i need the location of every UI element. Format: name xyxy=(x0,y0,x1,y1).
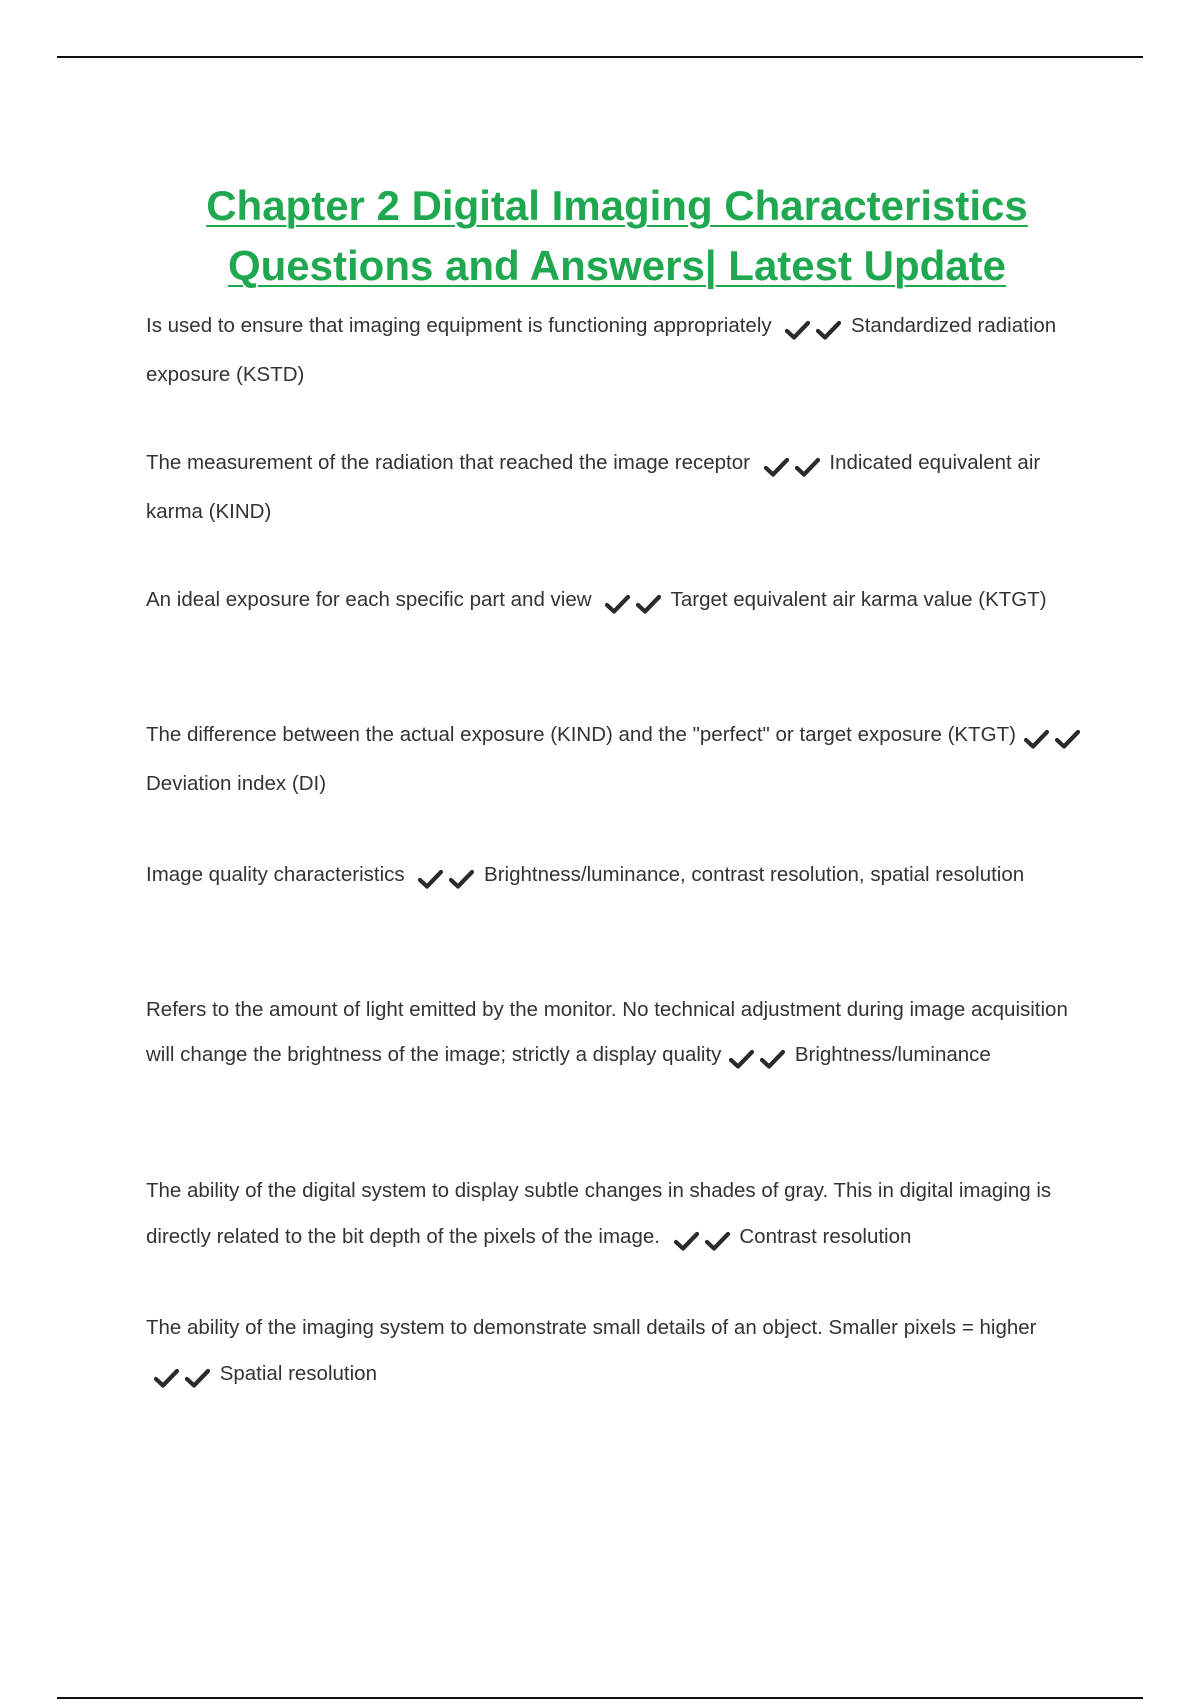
question-text: Refers to the amount of light emitted by the monitor. No technical adjustment during image acquisition will change the brightness of the image; strictly a display quality xyxy=(146,998,1068,1066)
qa-item-7 xyxy=(146,1168,1096,1263)
double-checkmark-icon xyxy=(605,580,663,626)
title-line-2: Questions and Answers| Latest Update xyxy=(227,242,1007,290)
checkmark-icon xyxy=(764,457,789,477)
checkmark-icon xyxy=(729,1049,754,1069)
question-text: The ability of the imaging system to demonstrate small details of an object. Smaller pixels = higher xyxy=(146,1316,1037,1339)
answer-text: Brightness/luminance, contrast resolution, spatial resolution xyxy=(484,863,1025,886)
checkmark-icon xyxy=(1024,729,1049,749)
checkmark-icon xyxy=(605,594,630,614)
checkmark-icon xyxy=(705,1231,730,1251)
answer-text: Deviation index (DI) xyxy=(146,772,327,795)
checkmark-icon xyxy=(636,594,661,614)
qa-item-5 xyxy=(146,852,1096,901)
question-text: The measurement of the radiation that reached the image receptor xyxy=(146,451,750,474)
question-text: The ability of the digital system to display subtle changes in shades of gray. This in digital imaging is directly related to the bit depth of the pixels of the image. xyxy=(146,1179,1052,1248)
checkmark-icon xyxy=(674,1231,699,1251)
double-checkmark-icon xyxy=(764,443,822,489)
checkmark-icon xyxy=(816,320,841,340)
question-text: Is used to ensure that imaging equipment is functioning appropriately xyxy=(146,314,772,337)
checkmark-icon xyxy=(418,869,443,889)
checkmark-icon xyxy=(795,457,820,477)
question-text: The difference between the actual exposure (KIND) and the "perfect" or target exposure (KTGT) xyxy=(146,723,1016,746)
checkmark-icon xyxy=(449,869,474,889)
double-checkmark-icon xyxy=(785,306,843,352)
title-line-1: Chapter 2 Digital Imaging Characteristics xyxy=(206,182,1028,230)
header-rule xyxy=(57,56,1143,58)
checkmark-icon xyxy=(1055,729,1080,749)
answer-text: Target equivalent air karma value (KTGT) xyxy=(670,588,1047,611)
qa-item-4 xyxy=(146,712,1096,807)
double-checkmark-icon xyxy=(674,1217,732,1263)
double-checkmark-icon xyxy=(154,1354,212,1400)
answer-text: Brightness/luminance xyxy=(794,1043,991,1066)
checkmark-icon xyxy=(785,320,810,340)
qa-item-2 xyxy=(146,440,1096,535)
page-title xyxy=(150,176,1084,296)
checkmark-icon xyxy=(154,1368,179,1388)
checkmark-icon xyxy=(185,1368,210,1388)
qa-item-1 xyxy=(146,303,1096,398)
footer-rule xyxy=(57,1697,1143,1699)
question-text: An ideal exposure for each specific part and view xyxy=(146,588,592,611)
question-text: Image quality characteristics xyxy=(146,863,405,886)
qa-item-6 xyxy=(146,987,1096,1080)
double-checkmark-icon xyxy=(418,855,476,901)
answer-text: Standardized radiation exposure (KSTD) xyxy=(146,314,1057,386)
answer-text: Spatial resolution xyxy=(219,1362,377,1385)
qa-item-8 xyxy=(146,1305,1096,1400)
double-checkmark-icon xyxy=(729,1035,787,1080)
answer-text: Contrast resolution xyxy=(739,1225,912,1248)
double-checkmark-icon xyxy=(1024,715,1082,761)
qa-item-3 xyxy=(146,577,1096,626)
checkmark-icon xyxy=(760,1049,785,1069)
answer-text: Indicated equivalent air karma (KIND) xyxy=(146,451,1041,523)
